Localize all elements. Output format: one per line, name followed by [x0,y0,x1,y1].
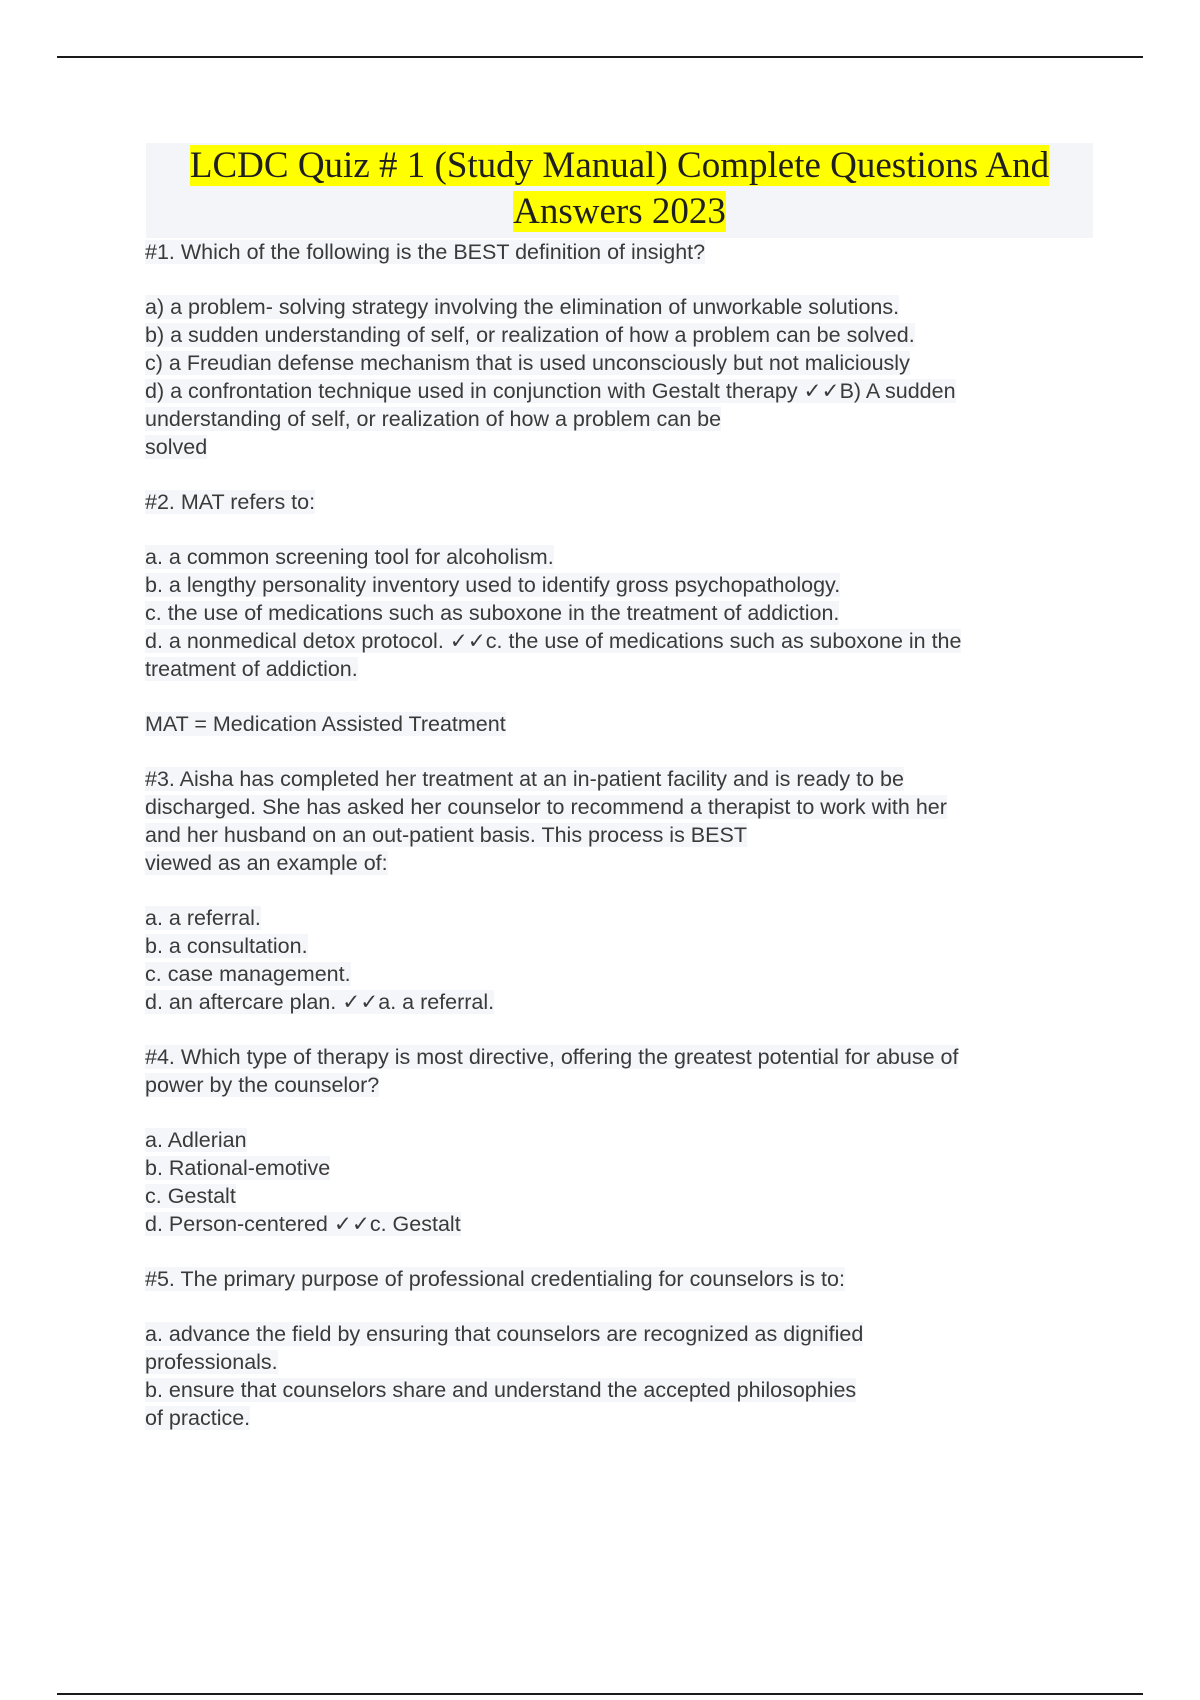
q2-option-b: b. a lengthy personality inventory used to identify gross psychopathology. [145,573,841,597]
document-title [146,143,1093,238]
q1-option-b: b) a sudden understanding of self, or realization of how a problem can be solved. [145,323,915,347]
q3-option-c: c. case management. [145,962,351,986]
bottom-rule [57,1693,1143,1695]
q2-option-d: d. a nonmedical detox protocol. ✓✓c. the use of medications such as suboxone in the [145,629,962,653]
q2-note: MAT = Medication Assisted Treatment [145,712,506,736]
question-1: #1. Which of the following is the BEST definition of insight? [145,240,706,264]
q4-option-d: d. Person-centered ✓✓c. Gestalt [145,1212,461,1236]
q2-answer-line-1: treatment of addiction. [145,657,358,681]
q3-option-a: a. a referral. [145,906,261,930]
question-4-line-2: power by the counselor? [145,1073,380,1097]
q1-option-a: a) a problem- solving strategy involving the elimination of unworkable solutions. [145,295,900,319]
question-3-line-2: discharged. She has asked her counselor to recommend a therapist to work with her [145,795,947,819]
title-line-1: LCDC Quiz # 1 (Study Manual) Complete Questions And [189,145,1050,186]
question-4-line-1: #4. Which type of therapy is most directive, offering the greatest potential for abuse of [145,1045,959,1069]
document-body [145,238,1090,1432]
question-5: #5. The primary purpose of professional credentialing for counselors is to: [145,1267,845,1291]
q1-option-c: c) a Freudian defense mechanism that is used unconsciously but not maliciously [145,351,910,375]
question-3-line-4: viewed as an example of: [145,851,388,875]
q4-option-a: a. Adlerian [145,1128,247,1152]
q5-option-b-line-1: b. ensure that counselors share and understand the accepted philosophies [145,1378,857,1402]
top-rule [57,56,1143,58]
q5-option-a-line-2: professionals. [145,1350,278,1374]
question-3-line-1: #3. Aisha has completed her treatment at an in-patient facility and is ready to be [145,767,904,791]
q3-option-b: b. a consultation. [145,934,308,958]
q3-option-d: d. an aftercare plan. ✓✓a. a referral. [145,990,495,1014]
q2-option-a: a. a common screening tool for alcoholism. [145,545,554,569]
question-2: #2. MAT refers to: [145,490,316,514]
q4-option-c: c. Gestalt [145,1184,236,1208]
title-line-2: Answers 2023 [513,191,726,232]
q1-option-d: d) a confrontation technique used in conjunction with Gestalt therapy ✓✓B) A sudden [145,379,956,403]
q1-answer-line-2: solved [145,435,208,459]
q1-answer-line-1: understanding of self, or realization of how a problem can be [145,407,722,431]
q5-option-b-line-2: of practice. [145,1406,251,1430]
q4-option-b: b. Rational-emotive [145,1156,331,1180]
question-3-line-3: and her husband on an out-patient basis. This process is BEST [145,823,747,847]
q2-option-c: c. the use of medications such as suboxone in the treatment of addiction. [145,601,840,625]
q5-option-a-line-1: a. advance the field by ensuring that counselors are recognized as dignified [145,1322,864,1346]
